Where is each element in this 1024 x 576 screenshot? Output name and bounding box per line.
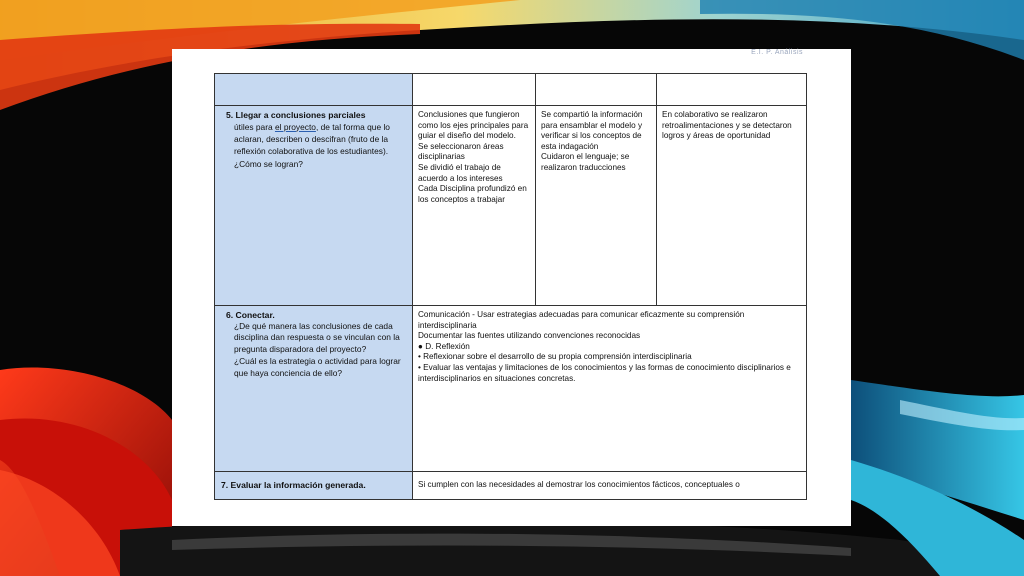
table-cell [215, 74, 413, 106]
table-cell [413, 74, 536, 106]
question-link-text: el proyecto [274, 121, 316, 132]
question-text: útiles para [234, 121, 275, 132]
answer-cell: Se compartió la información para ensamblar el modelo y verificar si los conceptos de esta indagación Cuidaron el lenguaje; se realizaron traducciones [536, 106, 657, 306]
answer-cell: Conclusiones que fungieron como los ejes principales para guiar el diseño del modelo. Se seleccionaron áreas disciplinarias Se dividió el trabajo de acuerdo a los intereses Cada Disciplina profundizó en los conceptos a trabajar [413, 106, 536, 306]
table-cell [536, 74, 657, 106]
table-row [215, 472, 807, 500]
answer-cell: Comunicación - Usar estrategias adecuadas para comunicar eficazmente su comprensión interdisciplinaria Documentar las fuentes utilizando convenciones reconocidas ● D. Reflexión • Reflexionar sobre el desarrollo de su propia comprensión interdisciplinaria • Evaluar las ventajas y limitaciones de los conocimientos y las formas de conocimiento disciplinarios e interdisciplinarios en situaciones concretas. [413, 306, 807, 472]
answer-cell: Si cumplen con las necesidades al demostrar los conocimientos fácticos, conceptuales o [413, 472, 807, 500]
table-row [215, 74, 807, 106]
question-title: 7. Evaluar la información generada. [221, 480, 366, 491]
question-title: 6. Conectar. [226, 310, 275, 320]
answer-cell: En colaborativo se realizaron retroalimentaciones y se detectaron logros y áreas de oportunidad [657, 106, 807, 306]
question-cell [215, 306, 413, 472]
document-page [172, 49, 851, 526]
table-cell [657, 74, 807, 106]
table-row [215, 306, 807, 472]
table-row [215, 106, 807, 306]
question-cell [215, 106, 413, 306]
question-text: , de tal forma que lo aclaran, describen o descifran (fruto de la reflexión colaborativa de los estudiantes). ¿Cómo se logran? [234, 121, 390, 169]
question-title: 5. Llegar a conclusiones parciales [226, 110, 366, 120]
question-cell [215, 472, 413, 500]
question-body [220, 121, 407, 171]
header-note: E.I. P. Análisis [751, 49, 803, 56]
question-body: ¿De qué manera las conclusiones de cada disciplina dan respuesta o se vinculan con la pregunta disparadora del proyecto? ¿Cuál es la estrategia o actividad para lograr que haya conciencia de ello? [234, 320, 401, 378]
evaluation-table [214, 73, 807, 500]
